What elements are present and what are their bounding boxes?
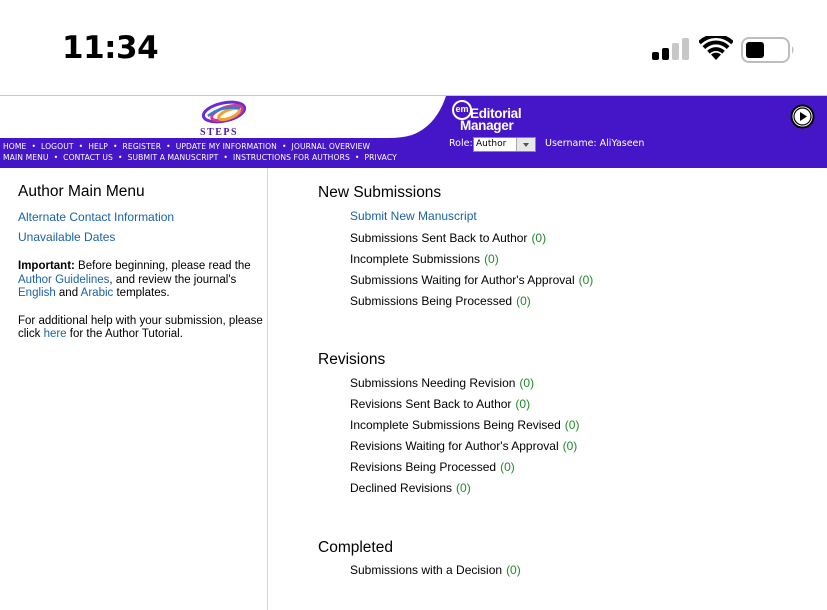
list-item[interactable] xyxy=(350,563,521,577)
list-item[interactable] xyxy=(350,252,499,266)
cellular-signal-icon xyxy=(652,38,692,60)
nav-separator: • xyxy=(78,142,84,151)
folder-count: (0) xyxy=(531,231,547,245)
list-item[interactable] xyxy=(350,231,546,245)
nav-separator: • xyxy=(117,153,123,162)
em-badge-icon: em xyxy=(452,100,472,120)
play-tutorial-icon[interactable] xyxy=(790,104,815,129)
folder-label: Submissions Being Processed xyxy=(350,294,513,308)
nav-separator: • xyxy=(223,153,228,162)
nav-logout-link[interactable]: LOGOUT xyxy=(41,142,74,151)
nav-register-link[interactable]: REGISTER xyxy=(122,142,162,151)
nav-submit-manuscript-link[interactable]: SUBMIT A MANUSCRIPT xyxy=(127,153,219,162)
tutorial-here-link[interactable]: here xyxy=(43,328,67,340)
completed-title: Completed xyxy=(318,539,393,556)
author-sidebar xyxy=(18,183,263,342)
column-divider xyxy=(267,168,268,610)
unavailable-dates-link[interactable]: Unavailable Dates xyxy=(18,230,116,244)
folder-count: (0) xyxy=(516,294,531,308)
nav-journal-overview-link[interactable]: JOURNAL OVERVIEW xyxy=(291,142,371,151)
folder-count: (0) xyxy=(515,397,531,411)
username-label: Username: xyxy=(545,138,597,149)
important-notice xyxy=(18,260,263,301)
folder-label: Revisions Waiting for Author's Approval xyxy=(350,439,559,453)
important-label: Important: xyxy=(18,260,75,272)
list-item[interactable] xyxy=(350,418,579,432)
journal-logo-text: STEPS xyxy=(200,127,239,138)
battery-icon xyxy=(741,37,795,63)
submit-new-manuscript-link[interactable]: Submit New Manuscript xyxy=(350,209,477,223)
nav-separator: • xyxy=(112,142,118,151)
wifi-icon xyxy=(699,36,733,62)
folder-count: (0) xyxy=(500,460,515,474)
help-notice xyxy=(18,315,263,342)
folder-label: Incomplete Submissions xyxy=(350,252,481,266)
folder-label: Revisions Sent Back to Author xyxy=(350,397,512,411)
top-nav-row-2 xyxy=(3,153,397,162)
folder-count: (0) xyxy=(578,273,594,287)
nav-privacy-link[interactable]: PRIVACY xyxy=(364,153,397,162)
arabic-template-link[interactable]: Arabic xyxy=(80,287,114,299)
chevron-down-icon xyxy=(516,138,535,151)
folder-label: Declined Revisions xyxy=(350,481,453,495)
list-item[interactable] xyxy=(350,439,577,453)
nav-instructions-link[interactable]: INSTRUCTIONS FOR AUTHORS xyxy=(232,153,350,162)
list-item[interactable] xyxy=(350,481,471,495)
nav-home-link[interactable]: HOME xyxy=(3,142,27,151)
role-label: Role: xyxy=(449,138,473,149)
username-display xyxy=(545,138,644,149)
submit-new-manuscript-row xyxy=(350,209,477,223)
alternate-contact-link[interactable]: Alternate Contact Information xyxy=(18,210,175,224)
important-text-1: Before beginning, please read the xyxy=(74,260,251,272)
folder-count: (0) xyxy=(519,376,535,390)
nav-help-link[interactable]: HELP xyxy=(88,142,108,151)
new-submissions-title: New Submissions xyxy=(318,184,442,201)
folder-count: (0) xyxy=(484,252,499,266)
username-value: AliYaseen xyxy=(599,138,645,149)
top-nav-row-1 xyxy=(3,142,370,151)
folder-count: (0) xyxy=(506,563,521,577)
english-template-link[interactable]: English xyxy=(18,287,56,299)
folder-count: (0) xyxy=(562,439,578,453)
role-select-value: Author xyxy=(476,139,507,149)
nav-main-menu-link[interactable]: MAIN MENU xyxy=(3,153,49,162)
em-logo-line1: Editorial xyxy=(470,106,522,121)
author-guidelines-link[interactable]: Author Guidelines xyxy=(18,273,110,286)
list-item[interactable] xyxy=(350,376,534,390)
revisions-title: Revisions xyxy=(318,351,386,368)
nav-update-info-link[interactable]: UPDATE MY INFORMATION xyxy=(175,142,277,151)
nav-separator: • xyxy=(354,153,360,162)
folder-label: Submissions Sent Back to Author xyxy=(350,231,528,245)
editorial-manager-logo xyxy=(452,100,542,132)
sidebar-title: Author Main Menu xyxy=(18,183,145,200)
ios-status-bar xyxy=(0,0,827,96)
nav-separator: • xyxy=(281,142,287,151)
help-text-1: For additional help with your submission, please click xyxy=(18,314,263,340)
important-text-2: , and review the journal's xyxy=(109,273,237,286)
list-item[interactable] xyxy=(350,294,531,308)
nav-separator: • xyxy=(53,153,59,162)
nav-contact-us-link[interactable]: CONTACT US xyxy=(63,153,113,162)
folder-label: Submissions Waiting for Author's Approval xyxy=(350,273,575,287)
important-text-3: and xyxy=(55,287,81,299)
folder-label: Submissions Needing Revision xyxy=(350,376,516,390)
list-item[interactable] xyxy=(350,273,593,287)
list-item[interactable] xyxy=(350,397,530,411)
list-item[interactable] xyxy=(350,460,515,474)
help-text-2: for the Author Tutorial. xyxy=(66,328,183,340)
folder-label: Incomplete Submissions Being Revised xyxy=(350,418,561,432)
nav-separator: • xyxy=(166,142,171,151)
em-logo-line2: Manager xyxy=(460,118,514,133)
folder-count: (0) xyxy=(564,418,580,432)
important-text-4: templates. xyxy=(113,287,170,299)
role-select[interactable] xyxy=(473,137,536,152)
folder-label: Revisions Being Processed xyxy=(350,460,497,474)
status-clock: 11:34 xyxy=(62,30,159,66)
folder-label: Submissions with a Decision xyxy=(350,563,503,577)
folder-count: (0) xyxy=(456,481,471,495)
nav-separator: • xyxy=(31,142,37,151)
